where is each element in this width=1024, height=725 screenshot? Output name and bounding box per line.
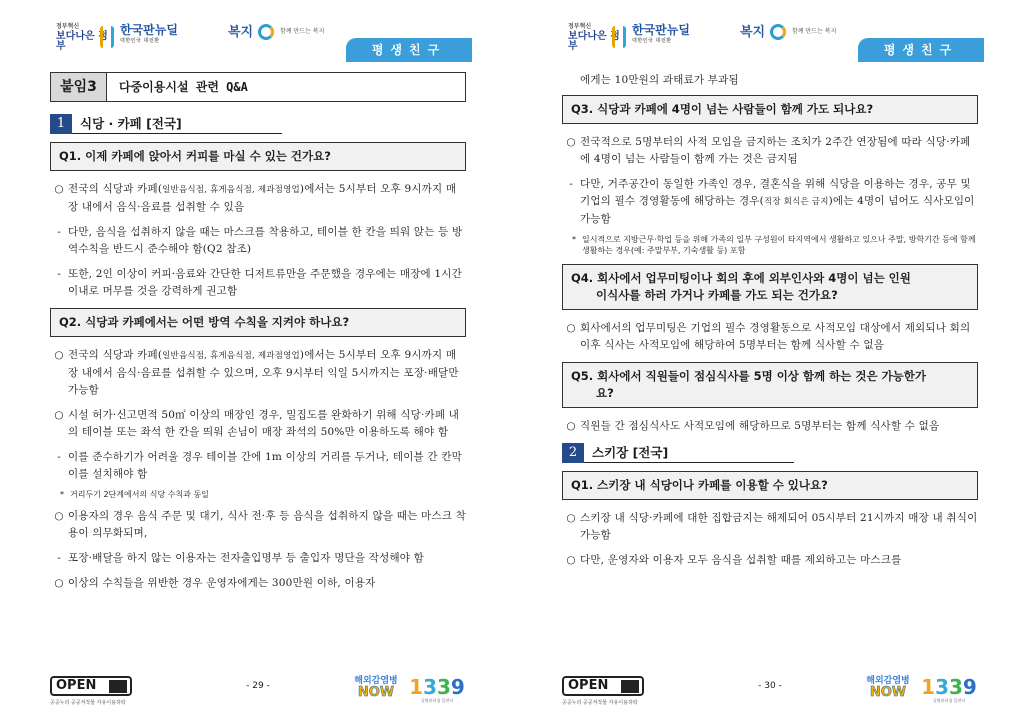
gov-innovation-logo: 정부혁신 보다나은 정부	[568, 24, 626, 52]
question-box: Q4. 회사에서 업무미팅이나 회의 후에 외부인사와 4명이 넘는 인원 이식사를 하러 가거나 카페를 가도 되는 건가요?	[562, 264, 978, 310]
welfare-circle-icon	[258, 24, 274, 40]
footnote: * 거리두기 2단계에서의 식당 수칙과 동일	[60, 490, 209, 499]
question-box: Q3. 식당과 카페에 4명이 넘는 사람들이 함께 가도 되나요?	[562, 95, 978, 124]
call-center-1339-logo: 1339 질병관리청 콜센터	[409, 675, 465, 703]
open-license-logo: OPEN	[562, 676, 644, 696]
section-heading	[50, 114, 466, 134]
annex-title: 다중이용시설 관련 Q&A	[119, 80, 248, 94]
answer-item: - 다만, 음식을 섭취하지 않을 때는 마스크를 착용하고, 테이블 한 칸을 띄워 앉는 등 방역수칙을 반드시 준수해야 함(Q2 참조)	[57, 226, 463, 255]
overseas-infection-now-logo: 해외감염병 NOW	[354, 676, 398, 700]
answer-item: ○ 다만, 운영자와 이용자 모두 음식을 섭취할 때를 제외하고는 마스크를	[566, 554, 902, 566]
answer-item: ○ 이용자의 경우 음식 주문 및 대기, 식사 전·후 등 음식을 섭취하지 않을 때는 마스크 착용이 의무화되며,	[54, 510, 466, 539]
continuation-text: 에게는 10만원의 과태료가 부과됨	[580, 74, 739, 86]
right-page	[512, 0, 1024, 725]
page-number: - 29 -	[246, 681, 270, 691]
section-name: 식당 · 카페 [전국]	[72, 114, 282, 134]
plus-icon	[612, 26, 626, 48]
answer-item: ○ 회사에서의 업무미팅은 기업의 필수 경영활동으로 사적모임 대상에서 제외되나 회의 이후 식사는 사적모임에 해당하여 5명부터는 함께 식사할 수 없음	[566, 322, 971, 351]
open-license-caption: 공공누리 공공저작물 자유이용허락	[562, 700, 638, 706]
section-name: 스키장 [전국]	[584, 443, 794, 463]
korean-new-deal-logo: 한국판뉴딜 대한민국 대전환	[120, 23, 178, 44]
plus-icon	[100, 26, 114, 48]
question-box: Q1. 이제 카페에 앉아서 커피를 마실 수 있는 건가요?	[50, 142, 466, 171]
welfare-circle-icon	[770, 24, 786, 40]
answer-item: - 포장·배달을 하지 않는 이용자는 전자출입명부 등 출입자 명단을 작성해야 함	[57, 552, 425, 564]
welfare-logo: 복지 함께 만드는 복지	[228, 25, 325, 40]
answer-item: ○ 이상의 수칙들을 위반한 경우 운영자에게는 300만원 이하, 이용자	[54, 577, 376, 589]
footnote: * 일시적으로 지방근무·학업 등을 위해 가족의 일부 구성원이 타지역에서 생활하고 있으나 주말, 방학기간 등에 함께 생활하는 경우(예: 주말부부, 기숙생활 등) 포함	[572, 235, 976, 255]
welfare-logo: 복지 함께 만드는 복지	[740, 25, 837, 40]
overseas-infection-now-logo: 해외감염병 NOW	[866, 676, 910, 700]
answer-item: ○ 스키장 내 식당·카페에 대한 집합금지는 해제되어 05시부터 21시까지 매장 내 취식이 가능함	[566, 512, 978, 541]
page-footer	[50, 676, 466, 708]
answer-item: ○ 전국의 식당과 카페(일반음식점, 휴게음식점, 제과점영업)에서는 5시부터 오후 9시까지 매장 내에서 음식·음료를 섭취할 수 있으며, 오후 9시부터 익일 5시까지는 포장·배달만 가능함	[54, 349, 459, 396]
section-number: 1	[50, 114, 72, 134]
header-tab: 평생친구	[858, 38, 984, 62]
call-center-1339-logo: 1339 질병관리청 콜센터	[921, 675, 977, 703]
answer-item: - 다만, 거주공간이 동일한 가족인 경우, 결혼식을 위해 식당을 이용하는 경우, 공무 및 기업의 필수 경영활동에 해당하는 경우(직장 회식은 금지)에는 4명이 넘어도 식사모임이 가능함	[569, 178, 975, 225]
question-box: Q2. 식당과 카페에서는 어떤 방역 수칙을 지켜야 하나요?	[50, 308, 466, 337]
gov-innovation-logo: 정부혁신 보다나은 정부	[56, 24, 114, 52]
section-heading	[562, 443, 978, 463]
page-header	[560, 20, 976, 60]
header-tab: 평생친구	[346, 38, 472, 62]
page-header	[48, 20, 464, 60]
question-box: Q5. 회사에서 직원들이 점심식사를 5명 이상 함께 하는 것은 가능한가 요?	[562, 362, 978, 408]
page-number: - 30 -	[758, 681, 782, 691]
right-content	[562, 72, 978, 577]
annex-tag: 붙임3	[51, 73, 107, 101]
open-license-caption: 공공누리 공공저작물 자유이용허락	[50, 700, 126, 706]
question-box: Q1. 스키장 내 식당이나 카페를 이용할 수 있나요?	[562, 471, 978, 500]
answer-item: - 또한, 2인 이상이 커피·음료와 간단한 디저트류만을 주문했을 경우에는 매장에 1시간 이내로 머무를 것을 강력하게 권고함	[57, 268, 462, 297]
left-content	[50, 72, 466, 600]
section-number: 2	[562, 443, 584, 463]
open-license-logo: OPEN	[50, 676, 132, 696]
answer-item: ○ 직원들 간 점심식사도 사적모임에 해당하므로 5명부터는 함께 식사할 수 없음	[566, 420, 940, 432]
korean-new-deal-logo: 한국판뉴딜 대한민국 대전환	[632, 23, 690, 44]
annex-header	[50, 72, 466, 102]
answer-item: - 이를 준수하기가 어려울 경우 테이블 간에 1m 이상의 거리를 두거나, 테이블 간 칸막이를 설치해야 함	[57, 451, 463, 480]
answer-item: ○ 전국적으로 5명부터의 사적 모임을 금지하는 조치가 2주간 연장됨에 따라 식당·카페에 4명이 넘는 사람들이 함께 가는 것은 금지됨	[566, 136, 971, 165]
answer-item: ○ 시설 허가·신고면적 50㎡ 이상의 매장인 경우, 밀집도를 완화하기 위해 식당·카페 내의 테이블 또는 좌석 한 칸을 띄워 손님이 매장 좌석의 50%만 이용하도록 해야 함	[54, 409, 460, 438]
answer-item: ○ 전국의 식당과 카페(일반음식점, 휴게음식점, 제과점영업)에서는 5시부터 오후 9시까지 매장 내에서 음식·음료를 섭취할 수 있음	[54, 183, 457, 213]
page-footer	[562, 676, 978, 708]
